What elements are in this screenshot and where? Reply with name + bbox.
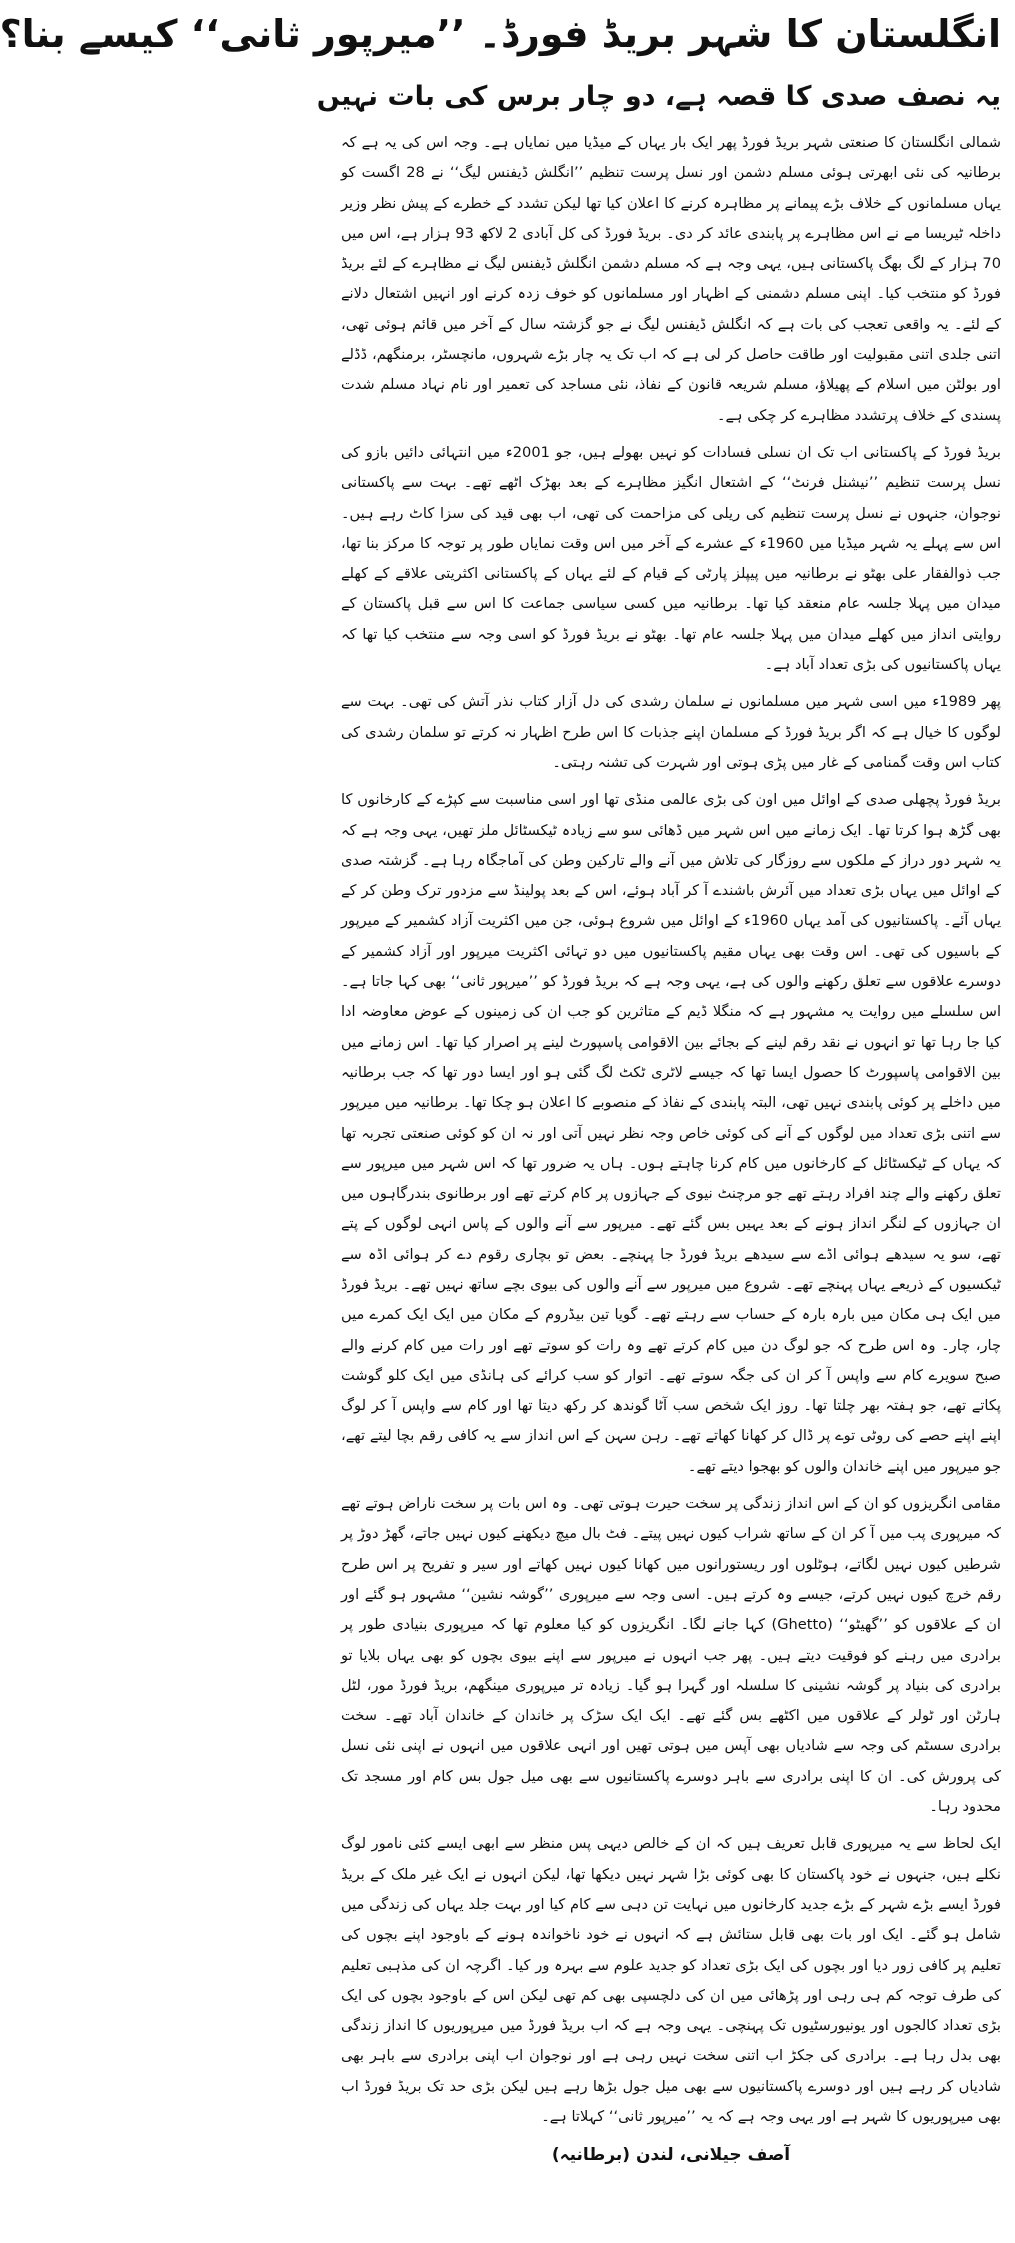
article-paragraph: بریڈ فورڈ کے پاکستانی اب تک ان نسلی فسادات کو نہیں بھولے ہیں، جو 2001ء میں انتہائی دائیں بازو کی نسل پرست تنظیم ’’نیشنل فرنٹ‘‘ کے اشتعال انگیز مظاہرے کے بعد بھڑک اٹھے تھے۔ بہت سے پاکستانی نوجوان، جنہوں نے نسل پرست تنظیم کی ریلی کی مزاحمت کی تھی، اب بھی قید کی سزا کاٹ رہے ہیں۔ اس سے پہلے یہ شہر میڈیا میں 1960ء کے عشرے کے آخر میں اس وقت نمایاں طور پر توجہ کا مرکز بنا تھا، جب ذوالفقار علی بھٹو نے برطانیہ میں پیپلز پارٹی کے قیام کے لئے یہاں کے پاکستانی اکثریتی علاقے کے کھلے میدان میں پہلا جلسہ عام منعقد کیا تھا۔ برطانیہ میں کسی سیاسی جماعت کا اس سے قبل پاکستان کے روایتی انداز میں کھلے میدان میں پہلا جلسہ عام تھا۔ بھٹو نے بریڈ فورڈ کو اسی وجہ سے منتخب کیا تھا کہ یہاں پاکستانیوں کی بڑی تعداد آباد ہے۔: [341, 443, 1001, 674]
article-paragraph: مقامی انگریزوں کو ان کے اس انداز زندگی پر سخت حیرت ہوتی تھی۔ وہ اس بات پر سخت ناراض ہوتے تھے کہ میرپوری پب میں آ کر ان کے ساتھ شراب کیوں نہیں پیتے۔ فٹ بال میچ دیکھنے کیوں نہیں جاتے، گھڑ دوڑ پر شرطیں کیوں نہیں لگاتے، ہوٹلوں اور ریستورانوں میں کھانا کیوں نہیں کھاتے اور سیر و تفریح پر اس طرح رقم خرچ کیوں نہیں کرتے، جیسے وہ کرتے ہیں۔ اسی وجہ سے میرپوری ’’گوشہ نشین‘‘ مشہور ہو گئے اور ان کے علاقوں کو ’’گھیٹو‘‘ (Ghetto) کہا جانے لگا۔ انگریزوں کو کیا معلوم تھا کہ میرپوری بنیادی طور پر برادری میں رہنے کو فوقیت دیتے ہیں۔ پھر جب انہوں نے میرپور سے اپنے بیوی بچوں کو بھی یہاں بلایا تو برادری کی بنیاد پر گوشہ نشینی کا سلسلہ اور گہرا ہو گیا۔ زیادہ تر میرپوری مینگھم، بریڈ فورڈ مور، لٹل ہارٹن اور ٹولر کے علاقوں میں اکٹھے بس گئے تھے۔ ایک ایک سڑک پر خاندان کے خاندان آباد تھے۔ سخت برادری سسٹم کی وجہ سے شادیاں بھی آپس میں ہوتی تھیں اور انہی علاقوں میں انہوں نے اپنی نئی نسل کی پرورش کی۔ ان کا اپنی برادری سے باہر دوسرے پاکستانیوں سے بھی میل جول بس کام اور مسجد تک محدود رہا۔: [341, 1495, 1001, 1816]
subheadline: یہ نصف صدی کا قصہ ہے، دو چار برس کی بات نہیں: [316, 81, 1001, 112]
article-paragraph: پھر 1989ء میں اسی شہر میں مسلمانوں نے سلمان رشدی کی دل آزار کتاب نذر آتش کی تھی۔ بہت سے لوگوں کا خیال ہے کہ اگر بریڈ فورڈ کے مسلمان اپنے جذبات کا اس طرح اظہار نہ کرتے تو سلمان رشدی کی کتاب اس وقت گمنامی کے غار میں پڑی ہوتی اور شہرت کی تشنہ رہتی۔: [341, 693, 1001, 771]
headline: انگلستان کا شہر بریڈ فورڈ۔ ’’میرپور ثانی‘‘ کیسے بنا؟: [0, 12, 1001, 56]
author-byline: آصف جیلانی، لندن (برطانیہ): [551, 2145, 791, 2166]
article-paragraph: شمالی انگلستان کا صنعتی شہر بریڈ فورڈ پھر ایک بار یہاں کے میڈیا میں نمایاں ہے۔ وجہ اس کی یہ ہے کہ برطانیہ کی نئی ابھرتی ہوئی مسلم دشمن اور نسل پرست تنظیم ’’انگلش ڈیفنس لیگ‘‘ نے 28 اگست کو یہاں مسلمانوں کے خلاف بڑے پیمانے پر مظاہرہ کرنے کا اعلان کیا تھا لیکن تشدد کے خطرے کے پیش نظر وزیر داخلہ ٹیریسا مے نے اس مظاہرے پر پابندی عائد کر دی۔ بریڈ فورڈ کی کل آبادی 2 لاکھ 93 ہزار ہے، اس میں 70 ہزار کے لگ بھگ پاکستانی ہیں، یہی وجہ ہے کہ مسلم دشمن انگلش ڈیفنس لیگ نے مظاہرے کے لئے بریڈ فورڈ کو منتخب کیا۔ اپنی مسلم دشمنی کے اظہار اور مسلمانوں کو خوف زدہ کرنے اور انہیں اشتعال دلانے کے لئے۔ یہ واقعی تعجب کی بات ہے کہ انگلش ڈیفنس لیگ نے جو گزشتہ سال کے آخر میں قائم ہوئی تھی، اتنی جلدی اتنی مقبولیت اور طاقت حاصل کر لی ہے کہ اب تک یہ چار بڑے شہروں، مانچسٹر، برمنگھم، ڈڈلے اور بولٹن میں اسلام کے پھیلاؤ، مسلم شریعہ قانون کے نفاذ، نئی مساجد کی تعمیر اور نام نہاد مسلم شدت پسندی کے خلاف پرتشدد مظاہرے کر چکی ہے۔: [341, 134, 1001, 424]
article-body: [341, 128, 1001, 2132]
article-paragraph: بریڈ فورڈ پچھلی صدی کے اوائل میں اون کی بڑی عالمی منڈی تھا اور اسی مناسبت سے کپڑے کے کارخانوں کا بھی گڑھ ہوا کرتا تھا۔ ایک زمانے میں اس شہر میں ڈھائی سو سے زیادہ ٹیکسٹائل ملز تھیں، یہی وجہ ہے کہ یہ شہر دور دراز کے ملکوں سے روزگار کی تلاش میں آنے والے تارکین وطن کی آماجگاہ رہا ہے۔ گزشتہ صدی کے اوائل میں یہاں بڑی تعداد میں آئرش باشندے آ کر آباد ہوئے، اس کے بعد پولینڈ سے مزدور ترک وطن کر کے یہاں آئے۔ پاکستانیوں کی آمد یہاں 1960ء کے اوائل میں شروع ہوئی، جن میں اکثریت آزاد کشمیر کے میرپور کے باسیوں کی تھی۔ اس وقت بھی یہاں مقیم پاکستانیوں میں دو تہائی اکثریت میرپور اور آزاد کشمیر کے دوسرے علاقوں سے تعلق رکھنے والوں کی ہے، یہی وجہ ہے کہ بریڈ فورڈ کو ’’میرپور ثانی‘‘ بھی کہا جاتا ہے۔ اس سلسلے میں روایت یہ مشہور ہے کہ منگلا ڈیم کے متاثرین کو جب ان کی زمینوں کے عوض معاوضہ ادا کیا جا رہا تھا تو انہوں نے نقد رقم لینے کے بجائے بین الاقوامی پاسپورٹ لینے پر اصرار کیا تھا۔ اس زمانے میں بین الاقوامی پاسپورٹ کا حصول ایسا تھا کہ جیسے لاٹری ٹکٹ لگ گئی ہو اور ایسا دور تھا کہ جب برطانیہ میں داخلے پر کوئی پابندی نہیں تھی، البتہ پابندی کے نفاذ کے منصوبے کا اعلان ہو چکا تھا۔ برطانیہ میں میرپور سے اتنی بڑی تعداد میں لوگوں کے آنے کی کوئی خاص وجہ نظر نہیں آتی اور نہ ان کو کوئی صنعتی تجربہ تھا کہ یہاں کے ٹیکسٹائل کے کارخانوں میں کام کرنا چاہتے ہوں۔ ہاں یہ ضرور تھا کہ اس شہر میں میرپور سے تعلق رکھنے والے چند افراد رہتے تھے جو مرچنٹ نیوی کے جہازوں پر کام کرتے تھے اور برطانوی بندرگاہوں میں ان جہازوں کے لنگر انداز ہونے کے بعد یہیں بس گئے تھے۔ میرپور سے آنے والوں کے پاس انہی لوگوں کے پتے تھے، سو یہ سیدھے ہوائی اڈے سے سیدھے بریڈ فورڈ جا پہنچے۔ بعض تو بچاری رقوم دے کر ہوائی اڈہ سے ٹیکسیوں کے ذریعے یہاں پہنچے تھے۔ شروع میں میرپور سے آنے والوں کی بیوی بچے ساتھ نہیں تھے۔ بریڈ فورڈ میں ایک ہی مکان میں بارہ بارہ کے حساب سے رہتے تھے۔ گویا تین بیڈروم کے مکان میں ایک ایک کمرے میں چار، چار۔ وہ اس طرح کہ جو لوگ دن میں کام کرتے تھے وہ رات کو سوتے تھے اور رات میں کام کرنے والے صبح سویرے کام سے واپس آ کر ان کی جگہ سوتے تھے۔ اتوار کو سب کرائے کی ہانڈی میں ایک کلو گوشت پکاتے تھے، جو ہفتہ بھر چلتا تھا۔ روز ایک شخص سب آٹا گوندھ کر رکھ دیتا تھا اور کام سے واپس آ کر لوگ اپنے اپنے حصے کی روٹی توے پر ڈال کر کھانا کھاتے تھے۔ رہن سہن کے اس انداز سے یہ کافی رقم بچا لیتے تھے، جو میرپور میں اپنے خاندان والوں کو بھجوا دیتے تھے۔: [341, 791, 1002, 1475]
article-paragraph: ایک لحاظ سے یہ میرپوری قابل تعریف ہیں کہ ان کے خالص دیہی پس منظر سے ابھی ایسے کئی نامور لوگ نکلے ہیں، جنہوں نے خود پاکستان کا بھی کوئی بڑا شہر نہیں دیکھا تھا، لیکن انہوں نے ایک غیر ملک کے بریڈ فورڈ ایسے بڑے شہر کے بڑے جدید کارخانوں میں نہایت تن دہی سے کام کیا اور بہت جلد یہاں کی زندگی میں شامل ہو گئے۔ ایک اور بات بھی قابل ستائش ہے کہ انہوں نے خود ناخواندہ ہونے کے باوجود اپنے بچوں کی تعلیم پر کافی زور دیا اور بچوں کی ایک بڑی تعداد کو جدید علوم سے بہرہ ور کیا۔ اگرچہ ان کی مذہبی تعلیم کی طرف توجہ کم ہی رہی اور پڑھائی میں ان کی دلچسپی بھی کم تھی لیکن اس کے باوجود بچوں کی ایک بڑی تعداد کالجوں اور یونیورسٹیوں تک پہنچی۔ یہی وجہ ہے کہ اب بریڈ فورڈ میں میرپوریوں کا انداز زندگی بھی بدل رہا ہے۔ برادری کی جکڑ اب اتنی سخت نہیں رہی ہے اور نوجوان اب اپنی برادری سے باہر بھی شادیاں کر رہے ہیں اور دوسرے پاکستانیوں سے بھی میل جول بڑھا رہے ہیں لیکن بڑی حد تک بریڈ فورڈ اب بھی میرپوریوں کا شہر ہے اور یہی وجہ ہے کہ یہ ’’میرپور ثانی‘‘ کہلاتا ہے۔: [341, 1835, 1001, 2125]
